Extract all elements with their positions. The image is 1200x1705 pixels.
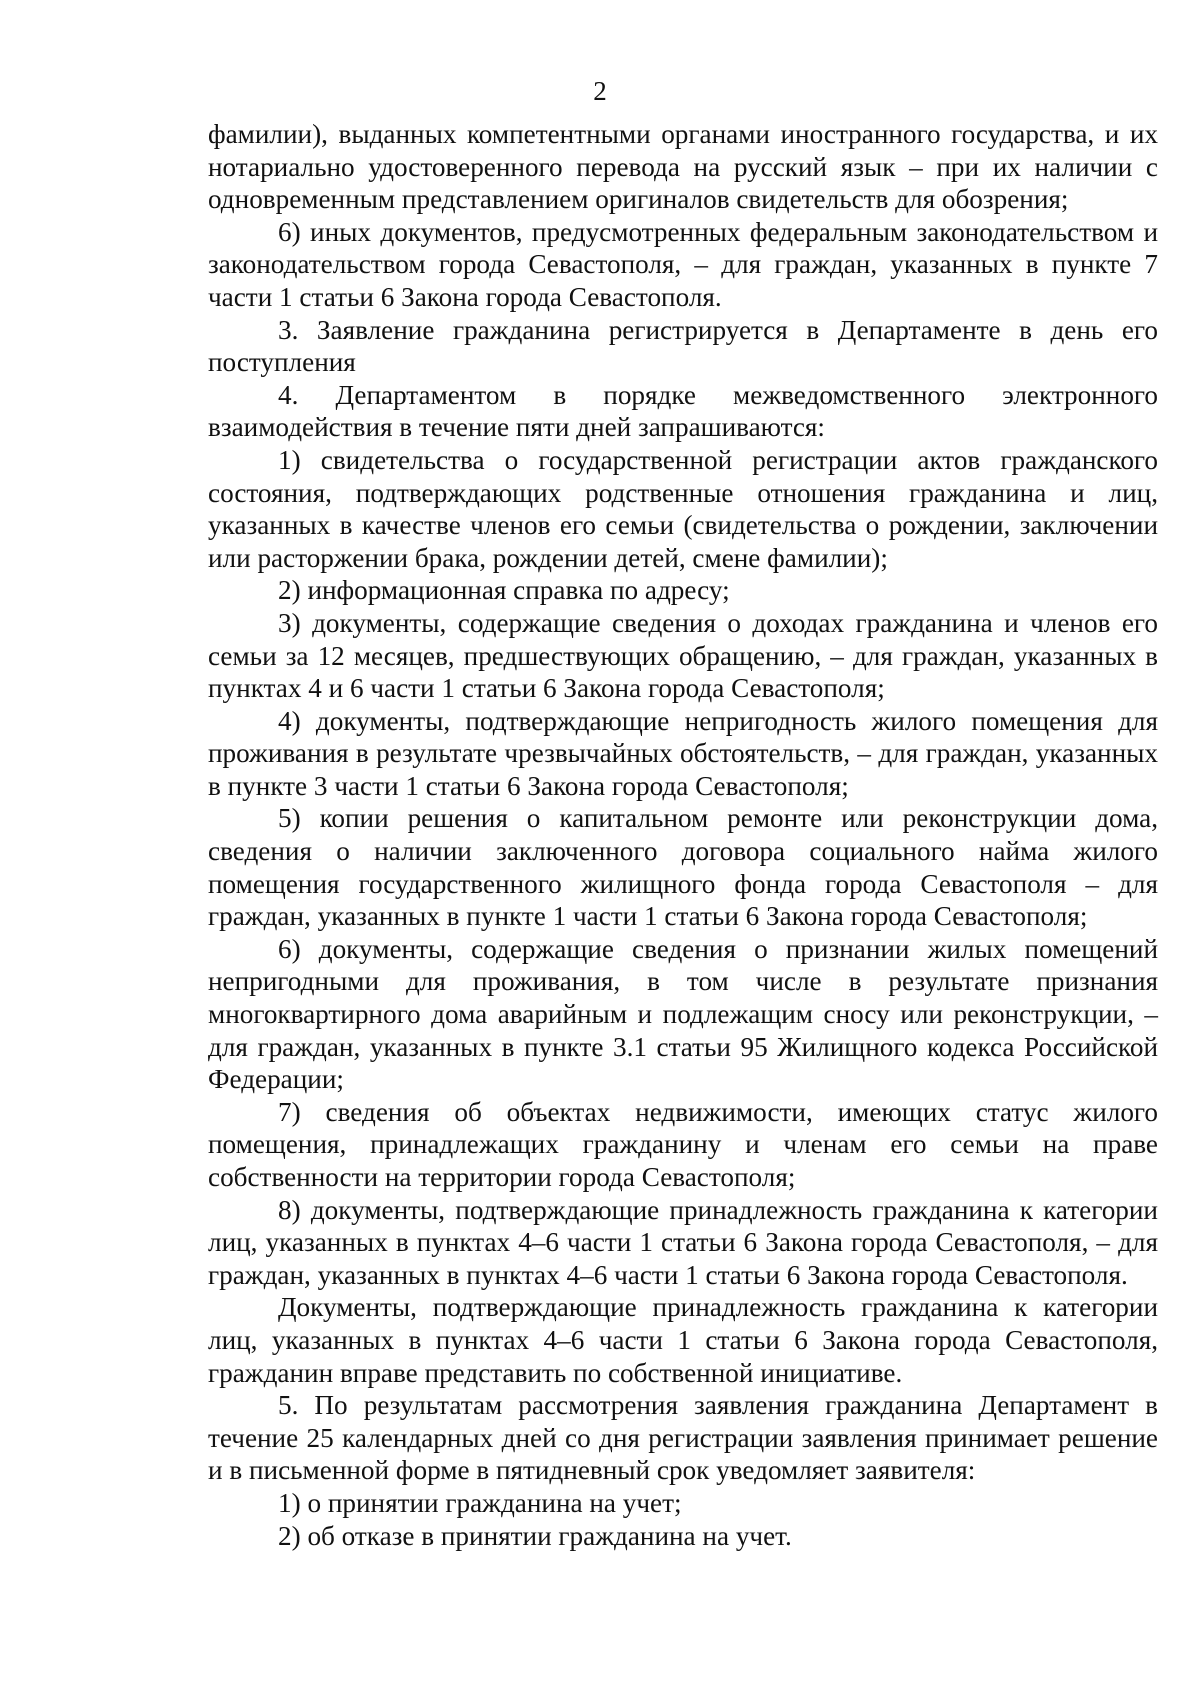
page-number: 2	[593, 76, 607, 106]
paragraph-request-item-1: 1) свидетельства о государственной регистрации актов гражданского состояния, подтверждающих родственные отношения гражданина и лиц, указанных в качестве членов его семьи (свидетельства о рождении, заключении или расторжении брака, рождении детей, смене фамилии);	[208, 444, 1158, 573]
paragraph-own-initiative-note: Документы, подтверждающие принадлежность гражданина к категории лиц, указанных в пунктах 4–6 части 1 статьи 6 Закона города Севастополя, гражданин вправе представить по собственной инициативе.	[208, 1292, 1158, 1388]
paragraph-item-6-other-documents: 6) иных документов, предусмотренных федеральным законодательством и законодательством города Севастополя, – для граждан, указанных в пункте 7 части 1 статьи 6 Закона города Севастополя.	[208, 216, 1158, 312]
paragraph-decision-item-2: 2) об отказе в принятии гражданина на учет.	[278, 1520, 792, 1551]
paragraph-clause-3: 3. Заявление гражданина регистрируется в Департаменте в день его поступления	[208, 314, 1158, 378]
paragraph-request-item-3: 3) документы, содержащие сведения о доходах гражданина и членов его семьи за 12 месяцев, предшествующих обращению, – для граждан, указанных в пунктах 4 и 6 части 1 статьи 6 Закона города Севастополя;	[208, 607, 1158, 704]
paragraph-request-item-5: 5) копии решения о капитальном ремонте или реконструкции дома, сведения о наличии заключенного договора социального найма жилого помещения государственного жилищного фонда города Севастополя – для граждан, указанных в пункте 1 части 1 статьи 6 Закона города Севастополя;	[208, 803, 1158, 932]
paragraph-continuation: фамилии), выданных компетентными органами иностранного государства, и их нотариально удостоверенного перевода на русский язык – при их наличии с одновременным представлением оригиналов свидетельств для обозрения;	[208, 119, 1158, 215]
paragraph-decision-item-1: 1) о принятии гражданина на учет;	[278, 1487, 682, 1518]
paragraph-request-item-2: 2) информационная справка по адресу;	[278, 575, 730, 606]
paragraph-clause-5: 5. По результатам рассмотрения заявления гражданина Департамент в течение 25 календарных дней со дня регистрации заявления принимает решение и в письменной форме в пятидневный срок уведомляет заявителя:	[208, 1390, 1158, 1486]
paragraph-request-item-4: 4) документы, подтверждающие непригодность жилого помещения для проживания в результате чрезвычайных обстоятельств, – для граждан, указанных в пункте 3 части 1 статьи 6 Закона города Севастополя;	[208, 705, 1158, 801]
paragraph-request-item-8: 8) документы, подтверждающие принадлежность гражданина к категории лиц, указанных в пунктах 4–6 части 1 статьи 6 Закона города Севастополя, – для граждан, указанных в пунктах 4–6 части 1 статьи 6 Закона города Севастополя.	[208, 1194, 1158, 1290]
paragraph-request-item-6: 6) документы, содержащие сведения о признании жилых помещений непригодными для проживания, в том числе в результате признания многоквартирного дома аварийным и подлежащим сносу или реконструкции, – для граждан, указанных в пункте 3.1 статьи 95 Жилищного кодекса Российской Федерации;	[208, 933, 1158, 1095]
paragraph-request-item-7: 7) сведения об объектах недвижимости, имеющих статус жилого помещения, принадлежащих гражданину и членам его семьи на праве собственности на территории города Севастополя;	[208, 1096, 1158, 1192]
document-body	[208, 118, 1158, 1552]
paragraph-clause-4: 4. Департаментом в порядке межведомственного электронного взаимодействия в течение пяти дней запрашиваются:	[208, 379, 1158, 443]
